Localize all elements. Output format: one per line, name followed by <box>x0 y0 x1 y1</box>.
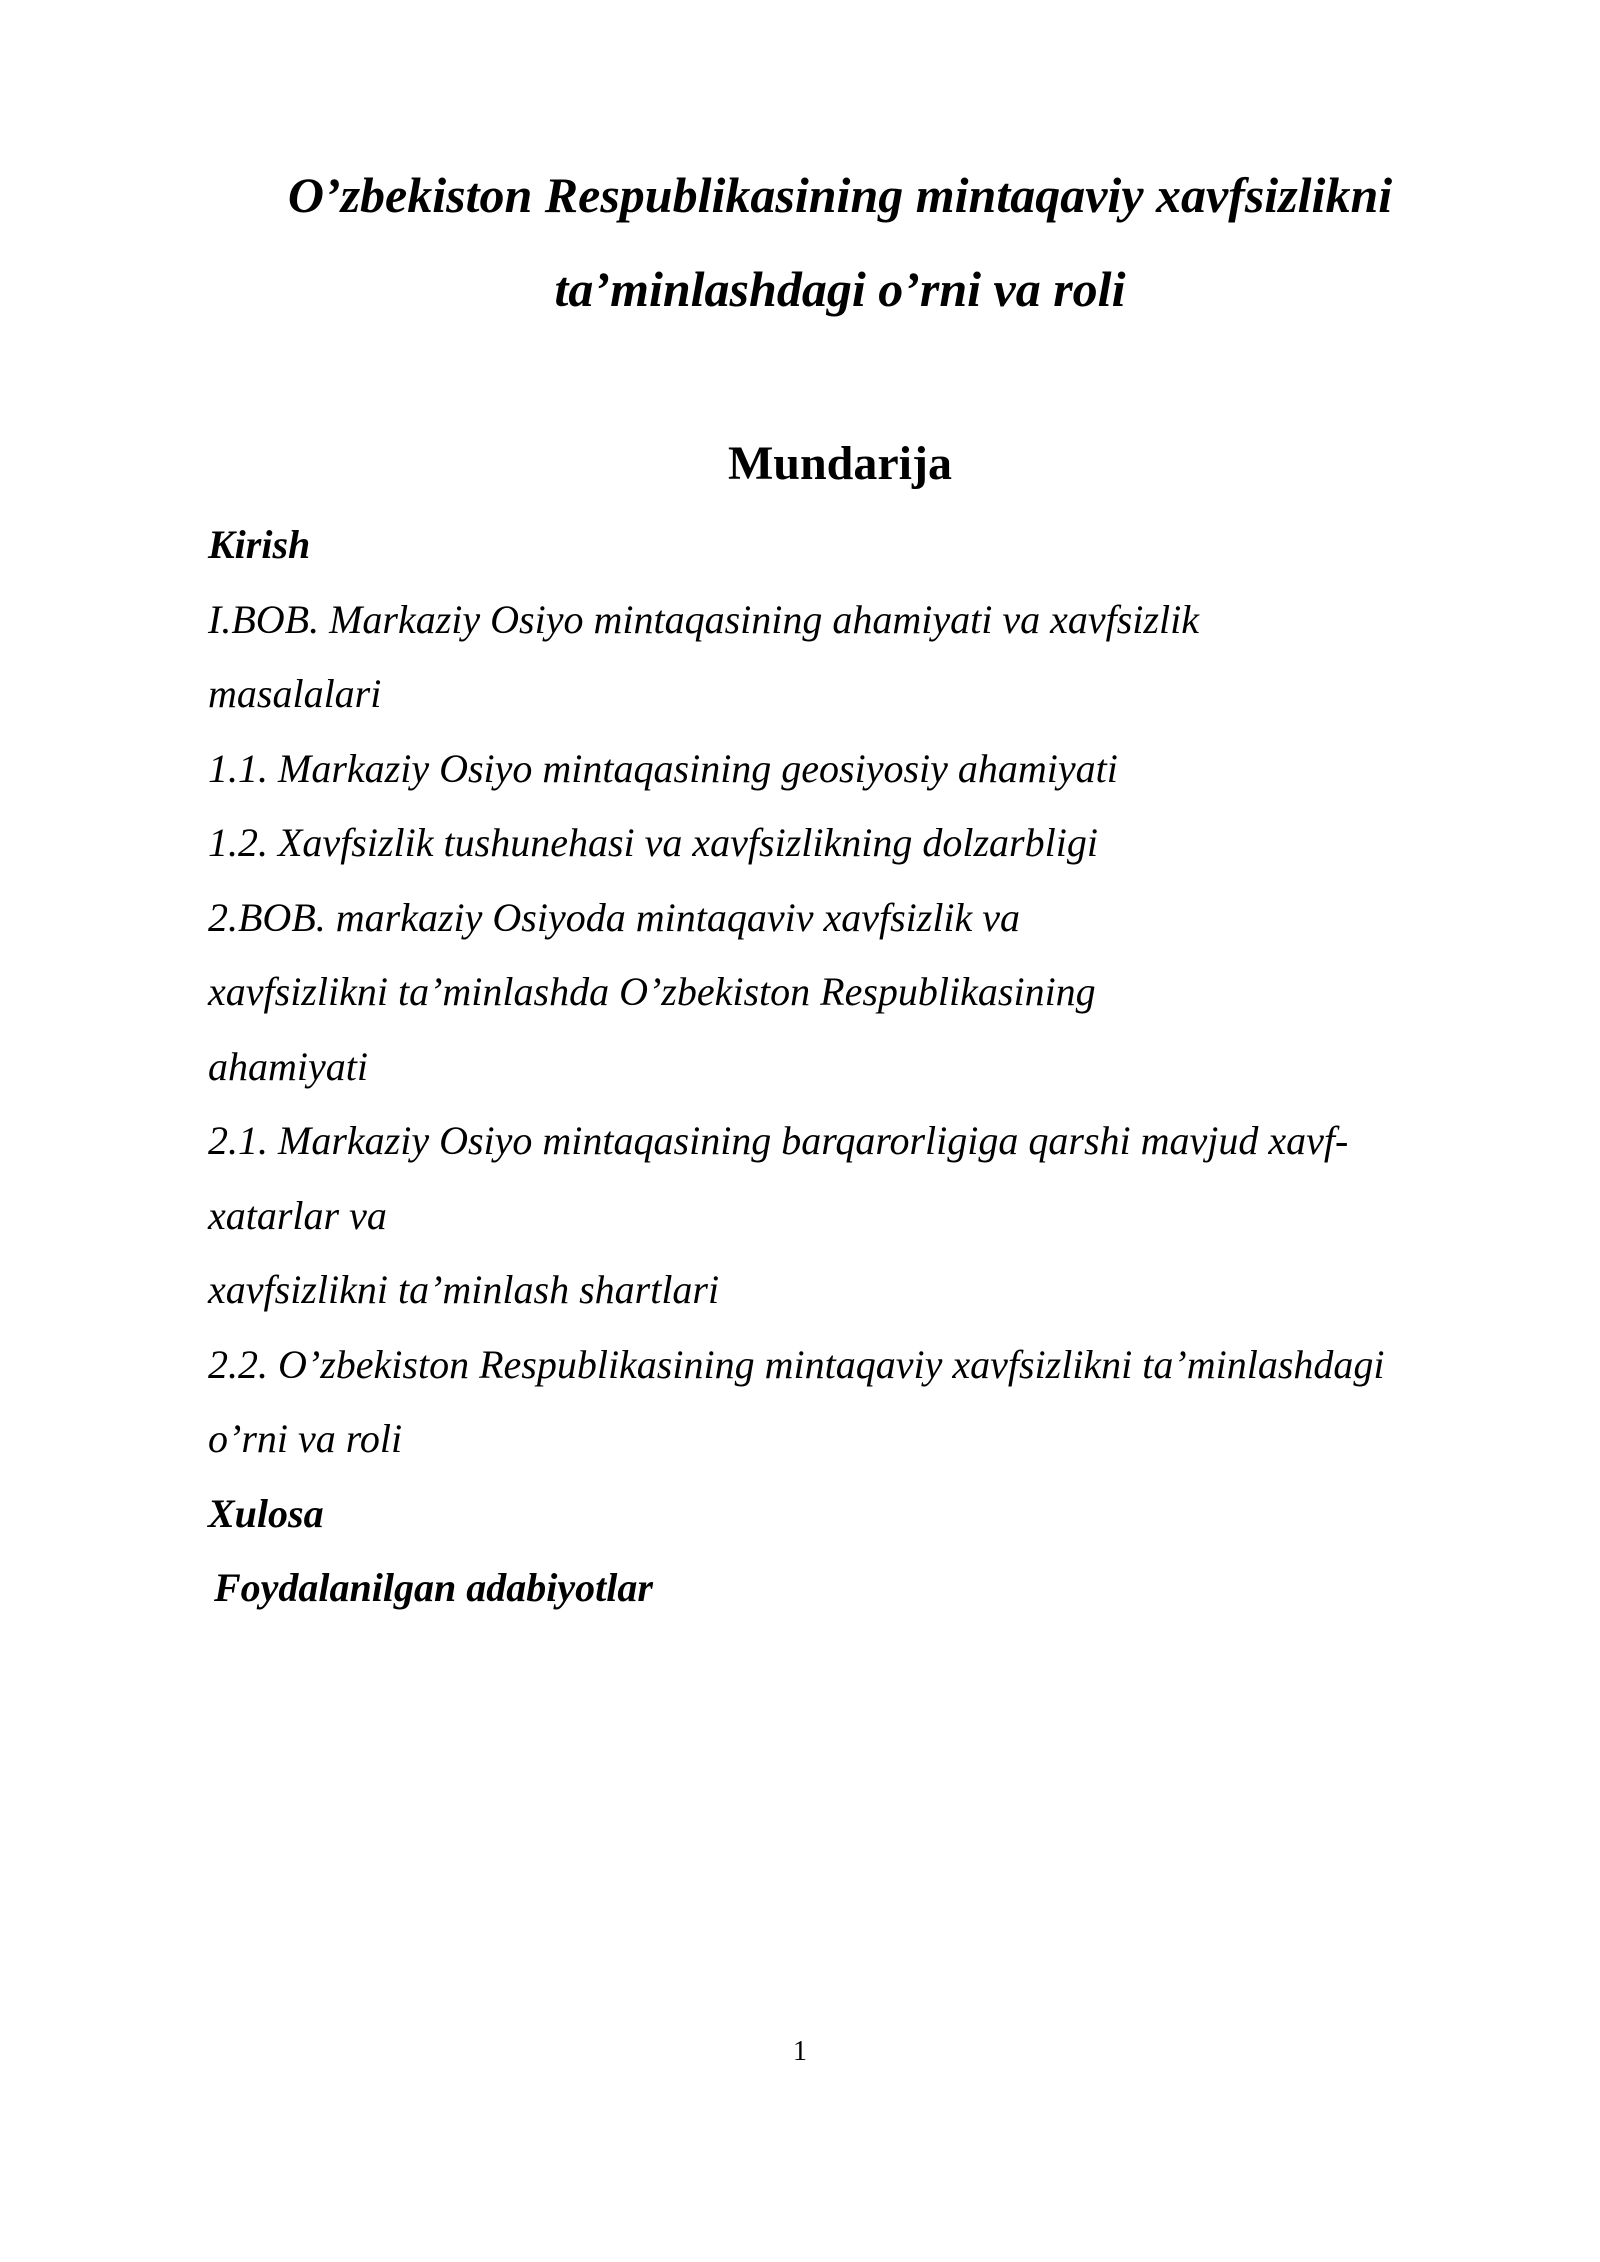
toc-entry-introduction: Kirish <box>208 522 311 567</box>
toc-entry-chapter-2-continued: ahamiyati <box>208 1043 368 1089</box>
document-title-line: ta’minlashdagi o’rni va roli <box>554 261 1126 317</box>
toc-entry-chapter-2-continued: xavfsizlikni ta’minlashda O’zbekiston Respublikasining <box>208 969 1096 1014</box>
toc-entry-chapter-2: 2.BOB. markaziy Osiyoda mintaqaviv xavfsizlik va <box>208 894 1021 940</box>
toc-entry-references: Foydalanilgan adabiyotlar <box>214 1565 653 1610</box>
toc-entry-chapter-1: I.BOB. Markaziy Osiyo mintaqasining ahamiyati va xavfsizlik <box>208 596 1199 642</box>
toc-entry-section-2-2: 2.2. O’zbekiston Respublikasining mintaqaviy xavfsizlikni ta’minlashdagi <box>208 1341 1385 1387</box>
toc-entry-section-1-2: 1.2. Xavfsizlik tushunehasi va xavfsizlikning dolzarbligi <box>208 820 1098 865</box>
toc-entry-section-2-1-continued: xatarlar va <box>208 1192 387 1238</box>
document-title-line: O’zbekiston Respublikasining mintaqaviy xavfsizlikni <box>287 167 1393 223</box>
toc-entry-section-1-1: 1.1. Markaziy Osiyo mintaqasining geosiyosiy ahamiyati <box>208 745 1118 791</box>
toc-entry-section-2-1-continued: xavfsizlikni ta’minlash shartlari <box>208 1267 720 1312</box>
toc-entry-conclusion: Xulosa <box>208 1490 324 1536</box>
toc-heading: Mundarija <box>727 437 952 490</box>
page-number: 1 <box>793 2036 807 2067</box>
document-title <box>200 148 1480 336</box>
toc-entry-section-2-2-continued: o’rni va roli <box>208 1416 403 1461</box>
toc-entry-section-2-1: 2.1. Markaziy Osiyo mintaqasining barqarorligiga qarshi mavjud xavf- <box>208 1118 1349 1163</box>
table-of-contents <box>208 508 1508 1626</box>
toc-entry-chapter-1-continued: masalalari <box>208 671 382 716</box>
